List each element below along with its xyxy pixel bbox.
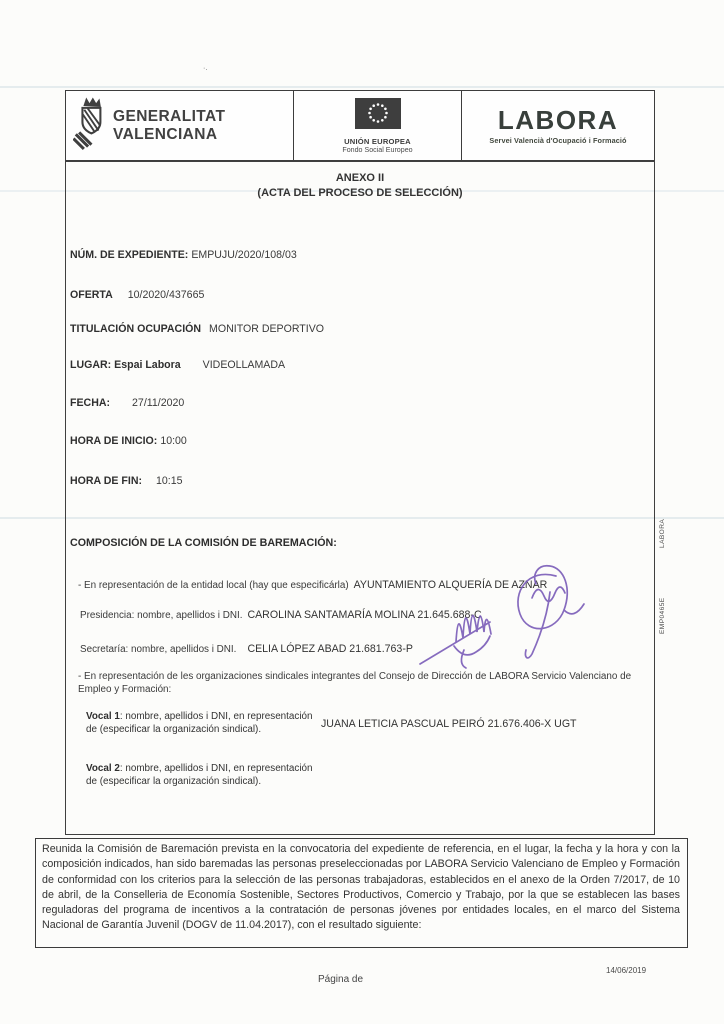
presidencia-value: CAROLINA SANTAMARÍA MOLINA 21.645.688-C xyxy=(247,609,482,621)
gv-name-line1: GENERALITAT xyxy=(113,108,226,126)
hora-inicio-value: 10:00 xyxy=(160,435,187,447)
field-fecha xyxy=(70,397,184,409)
sindicales-line: - En representación de les organizaciones sindicales integrantes del Consejo de Dirección de LABORA Servicio Valenciano de Empleo y Formación: xyxy=(78,671,632,696)
footer-page-label: Página de xyxy=(318,974,364,985)
vocal1-label-rest: : nombre, apellidos i DNI, en representación xyxy=(119,711,313,722)
gv-coat-of-arms-icon xyxy=(73,94,107,157)
scan-speck: ·. xyxy=(203,65,208,72)
document-title xyxy=(66,171,654,201)
resolution-paragraph: Reunida la Comisión de Baremación prevista en la convocatoria del expediente de referencia, en el lugar, la fecha y la hora y con la composición indicados, han sido baremadas las personas preseleccionadas por LABORA Servicio Valenciano de Empleo y Formación de conformidad con los criterios para la selección de las personas trabajadoras, establecidos en el anexo de la Orden 7/2017, de 10 de abril, de la Conselleria de Economía Sostenible, Sectores Productivos, Comercio y Trabajo, por la que se establecen las bases reguladoras del programa de incentivos a la contratación de personas jóvenes por entidades locales, en el marco del Sistema Nacional de Garantía Juvenil (DOGV de 11.04.2017), con el resultado siguiente: xyxy=(35,838,688,948)
titulacion-label: TITULACIÓN OCUPACIÓN xyxy=(70,323,202,335)
scan-artifact-line xyxy=(0,86,724,88)
fecha-label: FECHA: xyxy=(70,397,111,409)
field-lugar xyxy=(70,359,285,371)
eu-name: UNIÓN EUROPEA xyxy=(344,136,411,146)
fecha-value: 27/11/2020 xyxy=(132,397,185,409)
field-hora-inicio xyxy=(70,435,187,447)
vocal1-value: JUANA LETICIA PASCUAL PEIRÓ 21.676.406-X UGT xyxy=(321,718,577,730)
title-line2: (ACTA DEL PROCESO DE SELECCIÓN) xyxy=(257,186,463,199)
comision-heading: COMPOSICIÓN DE LA COMISIÓN DE BAREMACIÓN: xyxy=(70,537,337,549)
field-expediente xyxy=(70,249,297,261)
hora-fin-value: 10:15 xyxy=(156,475,183,487)
footer-date: 14/06/2019 xyxy=(606,966,647,975)
expediente-value: EMPUJU/2020/108/03 xyxy=(191,249,297,261)
labora-subtitle: Servei Valencià d'Ocupació i Formació xyxy=(489,135,627,145)
vocal1-label-line2: de (especificar la organización sindical). xyxy=(86,723,262,735)
presidencia-label: Presidencia: nombre, apellidos i DNI. xyxy=(80,610,243,621)
field-hora-fin xyxy=(70,475,183,487)
entidad-label: - En representación de la entidad local (hay que especificárla) xyxy=(78,580,349,591)
generalitat-valenciana-logo xyxy=(66,91,294,160)
oferta-label: OFERTA xyxy=(70,289,113,301)
eu-flag-icon xyxy=(355,98,401,134)
lugar-value: VIDEOLLAMADA xyxy=(202,359,286,371)
vocal1-label-bold: Vocal 1 xyxy=(86,711,120,722)
oferta-value: 10/2020/437665 xyxy=(127,289,205,301)
hora-fin-label: HORA DE FIN: xyxy=(70,475,142,487)
side-vertical-form-code: EMP0465E xyxy=(659,597,666,634)
hora-inicio-label: HORA DE INICIO: xyxy=(70,435,158,447)
eu-subtitle: Fondo Social Europeo xyxy=(342,145,413,154)
title-line1: ANEXO II xyxy=(335,172,385,184)
labora-logo xyxy=(462,91,654,160)
side-vertical-brand: LABORA xyxy=(659,518,666,548)
vocal2-label-rest: : nombre, apellidos i DNI, en representación xyxy=(119,763,313,774)
vocal2-label xyxy=(86,763,326,789)
secretaria-label: Secretaría: nombre, apellidos i DNI. xyxy=(80,644,237,655)
gv-name-line2: VALENCIANA xyxy=(113,125,218,143)
vocal2-label-line2: de (especificar la organización sindical). xyxy=(86,775,262,787)
entidad-value: AYUNTAMIENTO ALQUERÍA DE AZNAR xyxy=(353,579,548,591)
logo-header xyxy=(65,90,655,161)
secretaria-line xyxy=(80,643,413,655)
signature-secretaria xyxy=(412,584,522,676)
field-oferta xyxy=(70,289,204,301)
vocal2-label-bold: Vocal 2 xyxy=(86,763,120,774)
titulacion-value: MONITOR DEPORTIVO xyxy=(209,323,325,335)
field-titulacion xyxy=(70,323,324,335)
expediente-label: NÚM. DE EXPEDIENTE: xyxy=(70,249,189,261)
acta-main-box xyxy=(65,161,655,835)
eu-fse-logo xyxy=(294,91,462,160)
lugar-label: LUGAR: Espai Labora xyxy=(70,359,181,371)
vocal1-label xyxy=(86,711,326,737)
secretaria-value: CELIA LÓPEZ ABAD 21.681.763-P xyxy=(247,643,413,655)
labora-wordmark: LABORA xyxy=(497,104,619,135)
